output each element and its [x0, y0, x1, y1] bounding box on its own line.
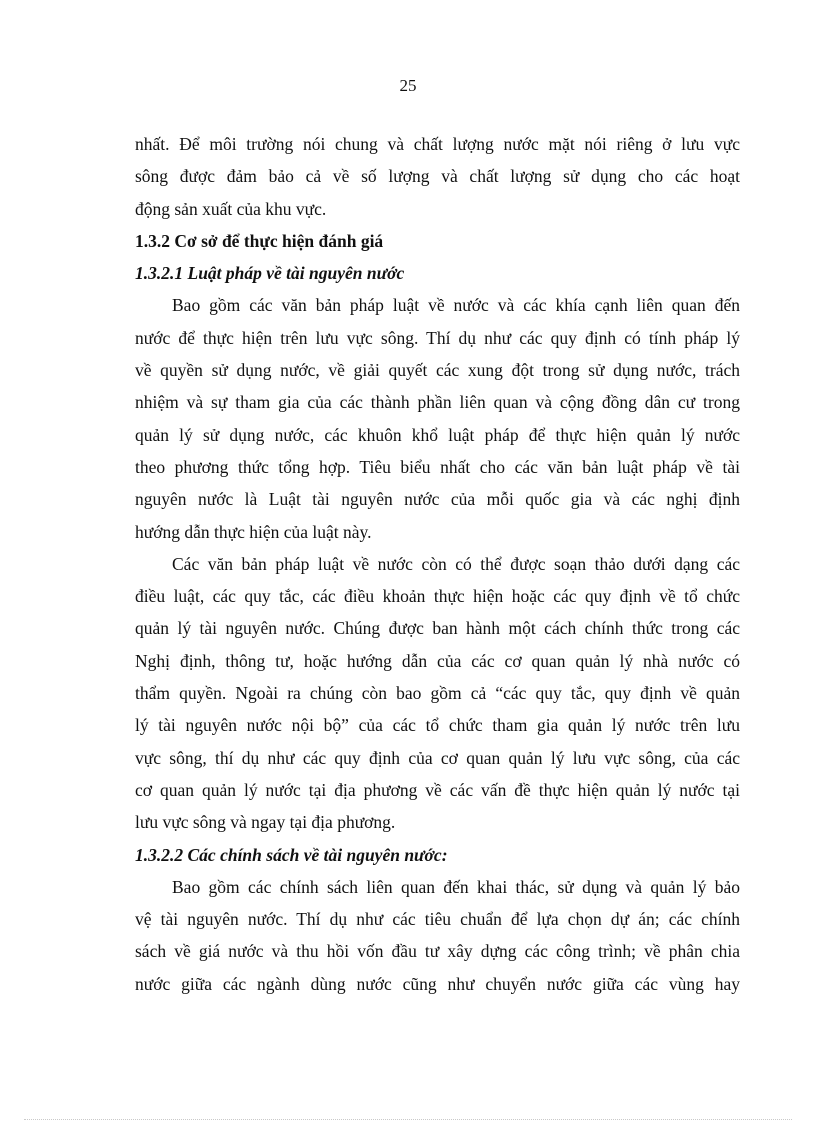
text-line: điều luật, các quy tắc, các điều khoản thực hiện hoặc các quy định về tổ chức: [135, 586, 740, 607]
page-bottom-border: [24, 1119, 792, 1120]
text-line: Các văn bản pháp luật về nước còn có thể được soạn thảo dưới dạng các: [172, 553, 740, 574]
paragraph-legal-documents: [135, 289, 740, 547]
section-heading-1-3-2-1: 1.3.2.1 Luật pháp về tài nguyên nước: [135, 263, 405, 284]
text-line: hướng dẫn thực hiện của luật này.: [135, 521, 372, 542]
text-line: nguyên nước là Luật tài nguyên nước của mỗi quốc gia và các nghị định: [135, 489, 740, 510]
paragraph-legal-forms: [135, 548, 740, 839]
text-line: Bao gồm các văn bản pháp luật về nước và các khía cạnh liên quan đến: [172, 295, 740, 316]
section-heading-1-3-2: 1.3.2 Cơ sở để thực hiện đánh giá: [135, 230, 384, 251]
intro-paragraph: [135, 128, 740, 225]
text-line: vực sông, thí dụ như các quy định của cơ quan quản lý lưu vực sông, của các: [135, 747, 740, 768]
text-line: thẩm quyền. Ngoài ra chúng còn bao gồm cả “các quy tắc, quy định về quản: [135, 683, 740, 704]
section-heading-1-3-2-2: 1.3.2.2 Các chính sách về tài nguyên nước:: [135, 844, 448, 865]
text-line: lý tài nguyên nước nội bộ” của các tổ chức tham gia quản lý nước trên lưu: [135, 715, 740, 736]
text-line: nước để thực hiện trên lưu vực sông. Thí dụ như các quy định có tính pháp lý: [135, 327, 740, 348]
text-line: theo phương thức tổng hợp. Tiêu biểu nhất cho các văn bản luật pháp về tài: [135, 456, 740, 477]
text-line: nhiệm và sự tham gia của các thành phần liên quan và cộng đồng dân cư trong: [135, 392, 740, 413]
text-line: về quyền sử dụng nước, về giải quyết các xung đột trong sử dụng nước, trách: [135, 360, 740, 381]
text-line: nước giữa các ngành dùng nước cũng như chuyển nước giữa các vùng hay: [135, 973, 740, 994]
text-line: Bao gồm các chính sách liên quan đến khai thác, sử dụng và quản lý bảo: [172, 876, 740, 897]
paragraph-water-policies: [135, 871, 740, 1000]
text-line: quản lý tài nguyên nước. Chúng được ban hành một cách chính thức trong các: [135, 618, 740, 639]
text-line: lưu vực sông và ngay tại địa phương.: [135, 812, 396, 833]
text-line: vệ tài nguyên nước. Thí dụ như các tiêu chuẩn để lựa chọn dự án; các chính: [135, 909, 740, 930]
text-line: sông được đảm bảo cả về số lượng và chất lượng sử dụng cho các hoạt: [135, 166, 740, 187]
text-line: động sản xuất của khu vực.: [135, 198, 327, 219]
text-line: sách về giá nước và thu hồi vốn đầu tư xây dựng các công trình; về phân chia: [135, 941, 740, 962]
text-line: quản lý sử dụng nước, các khuôn khổ luật pháp để thực hiện quản lý nước: [135, 424, 740, 445]
text-line: nhất. Để môi trường nói chung và chất lượng nước mặt nói riêng ở lưu vực: [135, 134, 740, 154]
document-body: [135, 128, 740, 1000]
text-line: Nghị định, thông tư, hoặc hướng dẫn của các cơ quan quản lý nhà nước có: [135, 650, 740, 671]
text-line: cơ quan quản lý nước tại địa phương về các vấn đề thực hiện quản lý nước tại: [135, 779, 740, 800]
page-number: 25: [399, 76, 417, 95]
